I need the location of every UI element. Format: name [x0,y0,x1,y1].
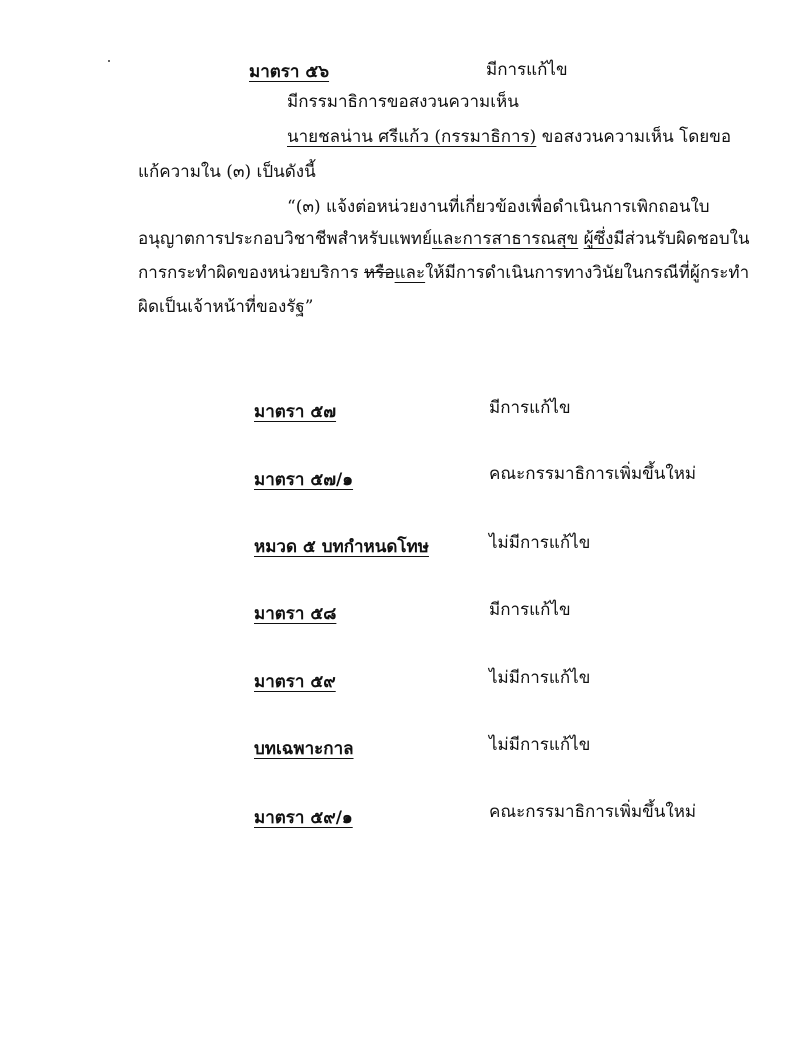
reserver-line [287,120,731,154]
quote-line-3-rest: ให้มีการดำเนินการทางวินัยในกรณีที่ผู้กระทำ [425,263,750,283]
scan-speck [108,60,110,62]
quote-line-2-rest: มีส่วนรับผิดชอบใน [613,229,750,249]
reservation-heading: มีกรรมาธิการขอสงวนความเห็น [287,92,519,112]
section-label: มาตรา ๕๗/๑ [254,470,354,490]
inserted-text-and: และ [394,263,426,283]
quote-line-3 [138,256,749,290]
section-status: ไม่มีการแก้ไข [489,533,591,553]
section-status: ไม่มีการแก้ไข [489,668,591,688]
section-label: มาตรา ๕๘ [254,604,337,624]
quote-line-4: ผิดเป็นเจ้าหน้าที่ของรัฐ” [138,297,314,317]
quote-line-1: “(๓) แจ้งต่อหน่วยงานที่เกี่ยวข้องเพื่อดำเนินการเพิกถอนใบ [287,197,710,217]
section-status: คณะกรรมาธิการเพิ่มขึ้นใหม่ [489,464,697,484]
section-status: คณะกรรมาธิการเพิ่มขึ้นใหม่ [489,802,697,822]
section-label: มาตรา ๕๗ [254,402,337,422]
section-56-status: มีการแก้ไข [486,60,568,80]
reserver-name: นายชลน่าน ศรีแก้ว (กรรมาธิการ) [287,127,537,147]
section-status: ไม่มีการแก้ไข [489,735,591,755]
quote-line-2-text: อนุญาตการประกอบวิชาชีพสำหรับแพทย์ [138,229,432,249]
section-status: มีการแก้ไข [489,600,571,620]
section-status: มีการแก้ไข [489,398,571,418]
section-label: บทเฉพาะกาล [254,739,354,759]
deleted-text-or: หรือ [364,263,395,283]
reserver-text: ขอสงวนความเห็น โดยขอ [536,127,732,147]
section-56-label: มาตรา ๕๖ [249,62,330,82]
inserted-text-public-health: และการสาธารณสุข [431,229,579,249]
inserted-text-who: ผู้ซึ่ง [583,229,614,249]
section-label: หมวด ๕ บทกำหนดโทษ [254,537,429,557]
quote-line-2 [138,222,750,256]
reserver-text-continued: แก้ความใน (๓) เป็นดังนี้ [138,162,316,182]
section-label: มาตรา ๕๙/๑ [254,808,353,828]
quote-line-3-text: การกระทำผิดของหน่วยบริการ [138,263,365,283]
section-label: มาตรา ๕๙ [254,672,336,692]
